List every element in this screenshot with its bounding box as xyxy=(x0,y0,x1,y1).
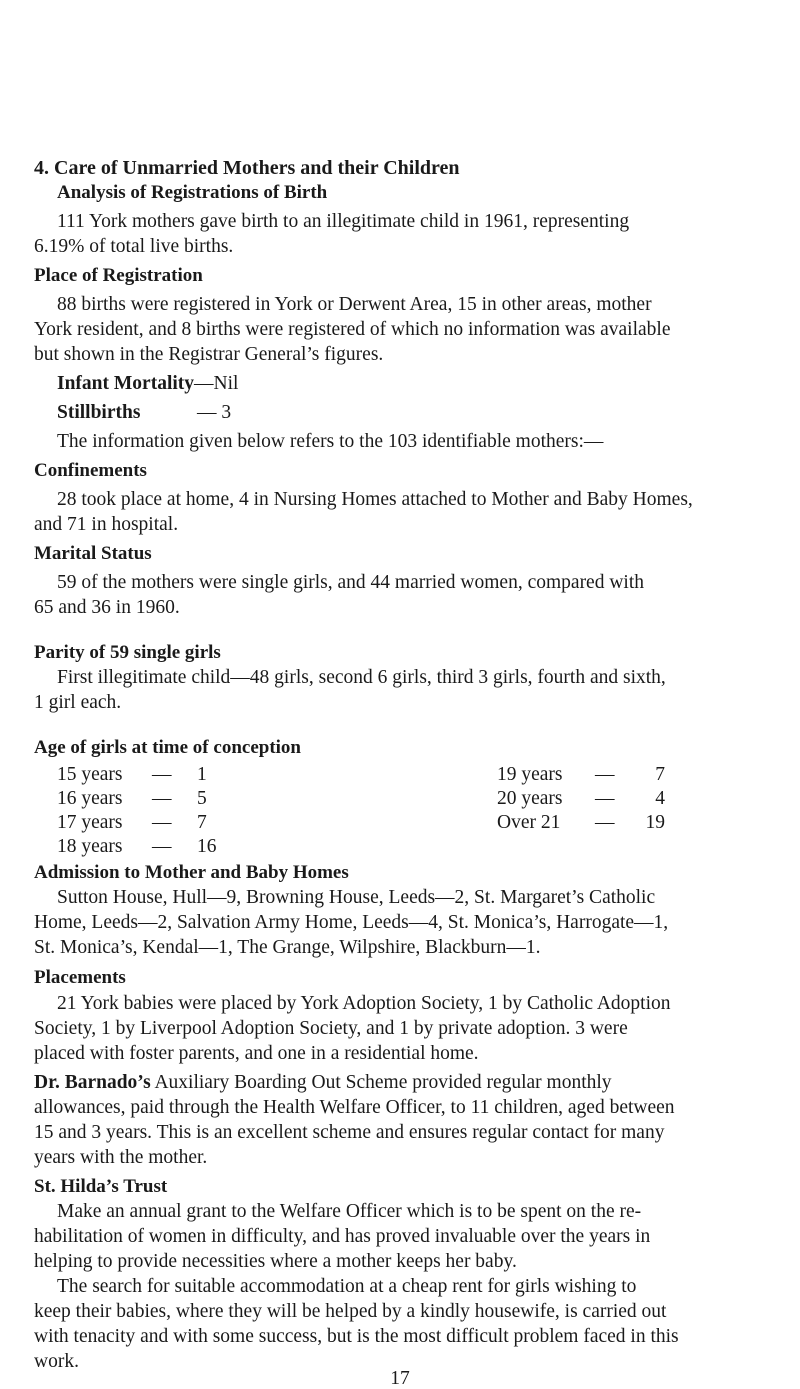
parity-heading: Parity of 59 single girls xyxy=(34,642,221,663)
info-line: The information given below refers to the 103 identifiable mothers:— xyxy=(57,431,604,452)
admission-heading: Admission to Mother and Baby Homes xyxy=(34,862,349,883)
age-count: 7 xyxy=(655,764,665,785)
page-number: 17 xyxy=(390,1368,410,1389)
age-count: 7 xyxy=(197,812,207,833)
age-count: 4 xyxy=(655,788,665,809)
confinements-heading: Confinements xyxy=(34,460,147,481)
place-text-3: but shown in the Registrar General’s figures. xyxy=(34,344,384,365)
age-row xyxy=(497,811,665,835)
barnardo-lead: Dr. Barnado’s xyxy=(34,1072,151,1093)
hilda-text-5: keep their babies, where they will be helped by a kindly housewife, is carried out xyxy=(34,1301,667,1322)
admission-text-3: St. Monica’s, Kendal—1, The Grange, Wilpshire, Blackburn—1. xyxy=(34,937,541,958)
analysis-text-2: 6.19% of total live births. xyxy=(34,236,234,257)
age-heading: Age of girls at time of conception xyxy=(34,737,301,758)
age-label: 18 years xyxy=(57,836,123,857)
age-dash: — xyxy=(595,764,615,785)
admission-text-1: Sutton House, Hull—9, Browning House, Leeds—2, St. Margaret’s Catholic xyxy=(57,887,656,908)
marital-heading: Marital Status xyxy=(34,543,152,564)
parity-text-1: First illegitimate child—48 girls, second 6 girls, third 3 girls, fourth and sixth, xyxy=(57,667,666,688)
age-label: 16 years xyxy=(57,788,123,809)
hilda-text-2: habilitation of women in difficulty, and has proved invaluable over the years in xyxy=(34,1226,651,1247)
analysis-text-1: 111 York mothers gave birth to an illegitimate child in 1961, representing xyxy=(57,211,630,232)
barnardo-rest: Auxiliary Boarding Out Scheme provided regular monthly xyxy=(150,1072,612,1093)
stillbirths-value: — 3 xyxy=(197,402,232,423)
placements-text-3: placed with foster parents, and one in a residential home. xyxy=(34,1043,479,1064)
age-dash: — xyxy=(595,812,615,833)
hilda-text-3: helping to provide necessities where a mother keeps her baby. xyxy=(34,1251,517,1272)
age-row xyxy=(57,787,207,811)
hilda-text-6: with tenacity and with some success, but is the most difficult problem faced in this xyxy=(34,1326,679,1347)
stillbirths xyxy=(57,401,232,425)
age-dash: — xyxy=(152,764,172,785)
barnardo-text-3: 15 and 3 years. This is an excellent scheme and ensures regular contact for many xyxy=(34,1122,665,1143)
marital-text-2: 65 and 36 in 1960. xyxy=(34,597,180,618)
place-text-2: York resident, and 8 births were registered of which no information was available xyxy=(34,319,671,340)
hilda-text-7: work. xyxy=(34,1351,79,1372)
age-label: 19 years xyxy=(497,764,563,785)
confinements-text-1: 28 took place at home, 4 in Nursing Homes attached to Mother and Baby Homes, xyxy=(57,489,693,510)
placements-text-1: 21 York babies were placed by York Adoption Society, 1 by Catholic Adoption xyxy=(57,993,671,1014)
infant-mortality-value: —Nil xyxy=(194,373,239,394)
age-row xyxy=(497,787,665,811)
infant-mortality-label: Infant Mortality xyxy=(57,373,195,394)
barnardo-text-4: years with the mother. xyxy=(34,1147,208,1168)
stillbirths-label: Stillbirths xyxy=(57,402,141,423)
placements-heading: Placements xyxy=(34,967,126,988)
age-count: 16 xyxy=(197,836,217,857)
age-label: 20 years xyxy=(497,788,563,809)
age-row xyxy=(57,763,207,787)
hilda-text-4: The search for suitable accommodation at a cheap rent for girls wishing to xyxy=(57,1276,637,1297)
hilda-heading: St. Hilda’s Trust xyxy=(34,1176,168,1197)
age-label: 15 years xyxy=(57,764,123,785)
parity-text-2: 1 girl each. xyxy=(34,692,122,713)
age-dash: — xyxy=(152,812,172,833)
age-label: Over 21 xyxy=(497,812,561,833)
barnardo-text-2: allowances, paid through the Health Welfare Officer, to 11 children, aged between xyxy=(34,1097,675,1118)
age-count: 5 xyxy=(197,788,207,809)
analysis-heading: Analysis of Registrations of Birth xyxy=(57,182,328,203)
age-dash: — xyxy=(595,788,615,809)
age-row xyxy=(497,763,665,787)
place-text-1: 88 births were registered in York or Derwent Area, 15 in other areas, mother xyxy=(57,294,652,315)
age-dash: — xyxy=(152,836,172,857)
confinements-text-2: and 71 in hospital. xyxy=(34,514,179,535)
infant-mortality xyxy=(57,372,238,396)
admission-text-2: Home, Leeds—2, Salvation Army Home, Leeds—4, St. Monica’s, Harrogate—1, xyxy=(34,912,669,933)
age-count: 1 xyxy=(197,764,207,785)
age-dash: — xyxy=(152,788,172,809)
marital-text-1: 59 of the mothers were single girls, and 44 married women, compared with xyxy=(57,572,645,593)
hilda-text-1: Make an annual grant to the Welfare Officer which is to be spent on the re- xyxy=(57,1201,642,1222)
age-count: 19 xyxy=(645,812,665,833)
age-label: 17 years xyxy=(57,812,123,833)
age-row xyxy=(57,835,217,859)
place-heading: Place of Registration xyxy=(34,265,203,286)
placements-text-2: Society, 1 by Liverpool Adoption Society, and 1 by private adoption. 3 were xyxy=(34,1018,628,1039)
barnardo-text-1 xyxy=(34,1071,612,1095)
section-title: 4. Care of Unmarried Mothers and their Children xyxy=(34,157,460,179)
age-row xyxy=(57,811,207,835)
